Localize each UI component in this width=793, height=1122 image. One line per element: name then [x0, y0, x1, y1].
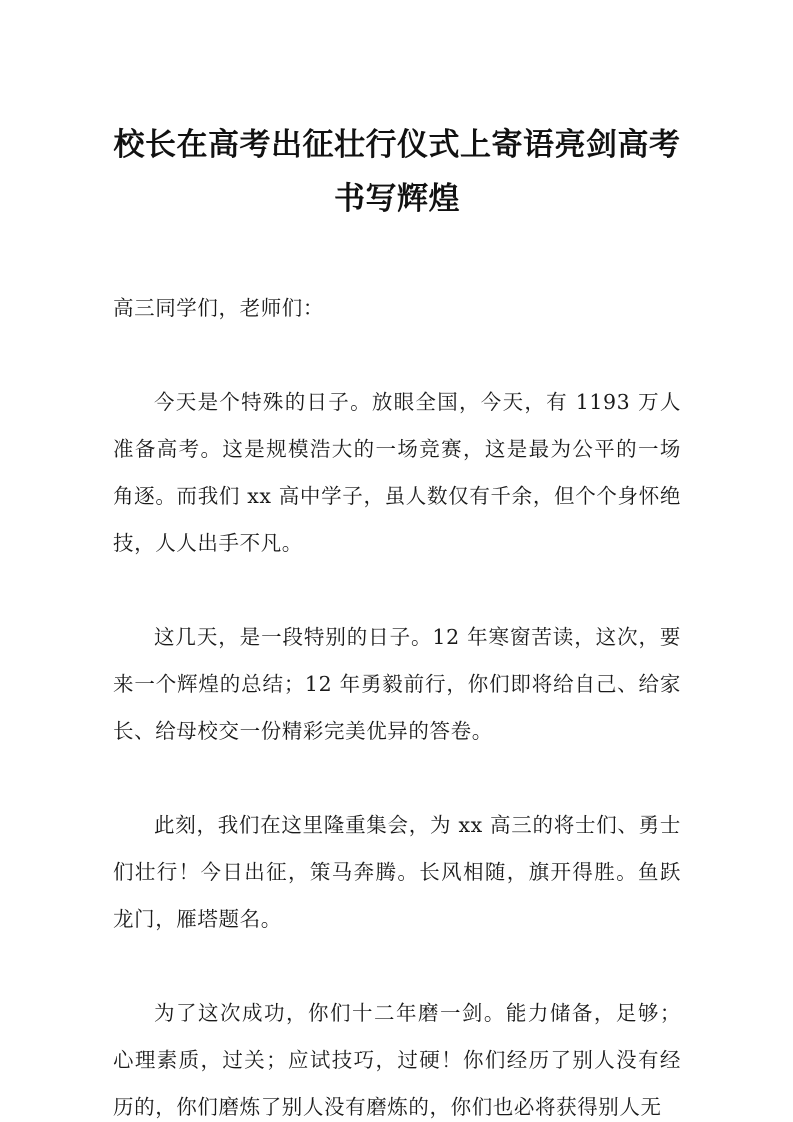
page-title-line-2: 书写辉煌	[334, 181, 460, 217]
body-paragraph-4: 为了这次成功，你们十二年磨一剑。能力储备，足够；心理素质，过关；应试技巧，过硬！你们经历了别人没有经历的，你们磨炼了别人没有磨炼的，你们也必将获得别人无	[113, 1001, 681, 1119]
page-title	[113, 118, 681, 226]
salutation-spacer	[113, 332, 681, 379]
title-body-spacer	[113, 226, 681, 285]
page-title-line-1: 校长在高考出征壮行仪式上寄语亮剑高考	[113, 127, 681, 163]
paragraph-spacer	[113, 567, 681, 614]
paragraph-spacer	[113, 755, 681, 802]
body-paragraph-1: 今天是个特殊的日子。放眼全国，今天，有 1193 万人准备高考。这是规模浩大的一场竞赛，这是最为公平的一场角逐。而我们 xx 高中学子，虽人数仅有千余，但个个身怀绝技，人人出手不凡。	[113, 390, 681, 555]
body-paragraph-2: 这几天，是一段特别的日子。12 年寒窗苦读，这次，要来一个辉煌的总结；12 年勇毅前行，你们即将给自己、给家长、给母校交一份精彩完美优异的答卷。	[113, 625, 681, 743]
body-paragraph-3: 此刻，我们在这里隆重集会，为 xx 高三的将士们、勇士们壮行！今日出征，策马奔腾。长风相随，旗开得胜。鱼跃龙门，雁塔题名。	[113, 813, 681, 931]
document-body	[113, 0, 681, 1122]
salutation: 高三同学们，老师们：	[113, 296, 324, 320]
top-margin-spacer	[113, 0, 681, 118]
paragraph-spacer	[113, 943, 681, 990]
